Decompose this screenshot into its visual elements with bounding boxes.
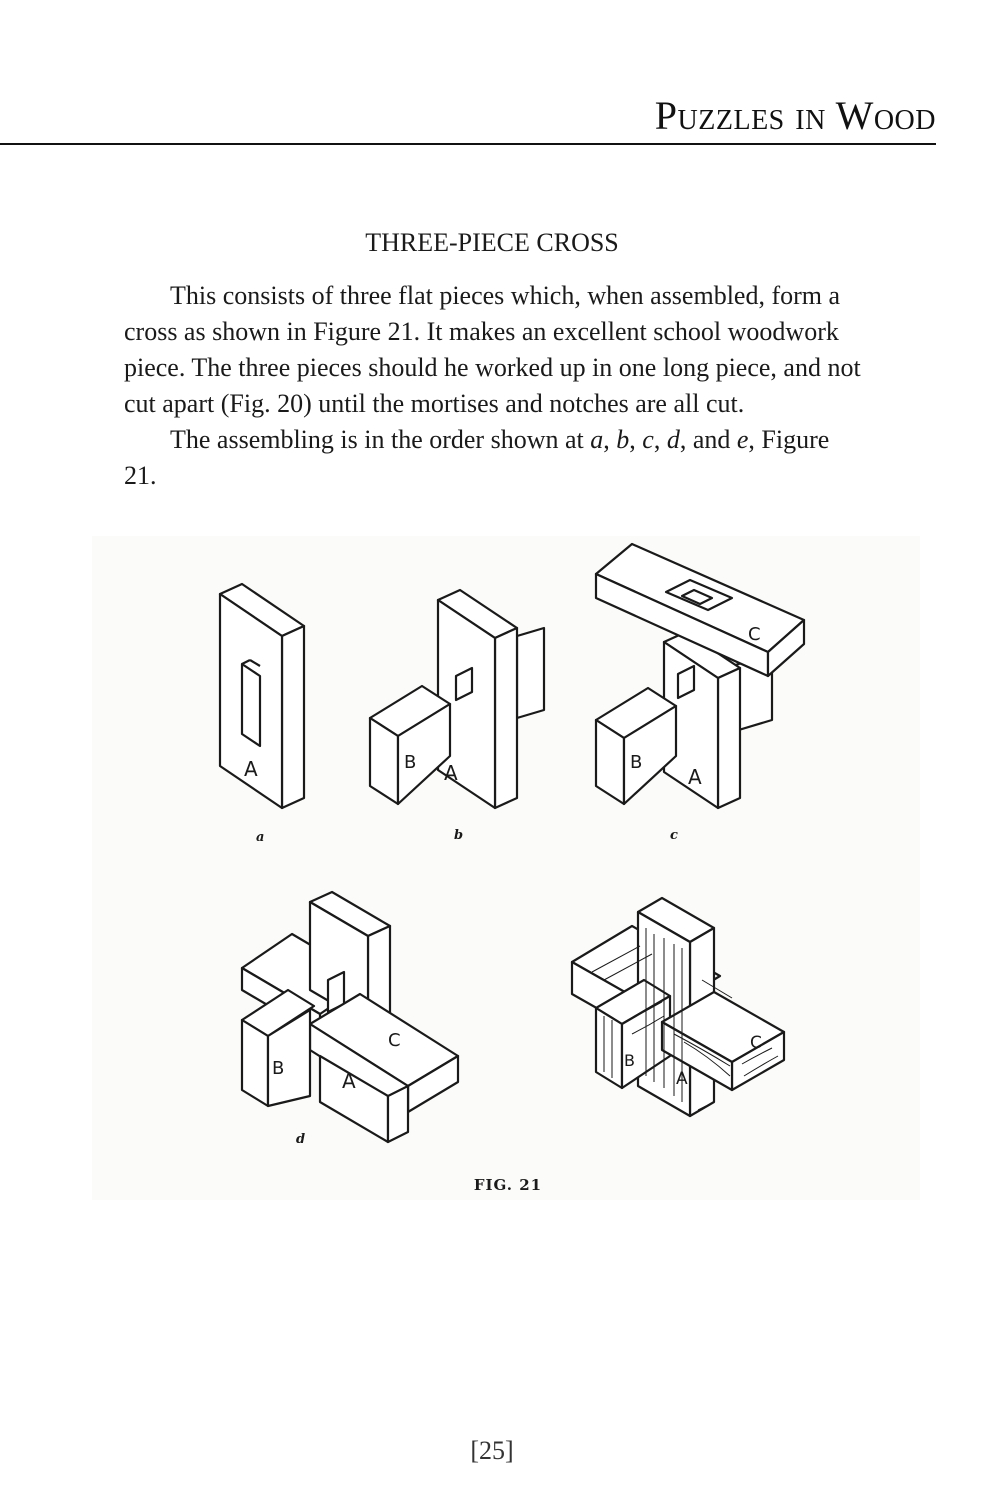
piece-a-letter: A [688, 765, 702, 789]
piece-a-letter: A [244, 757, 258, 781]
piece-b-letter: B [624, 1051, 635, 1070]
piece-c-letter: C [388, 1030, 401, 1051]
piece-b-letter: B [404, 752, 417, 773]
piece-b-letter: B [630, 752, 643, 773]
paragraph-2-ref-c: c [642, 425, 654, 454]
piece-a-side-face [495, 628, 517, 808]
running-head-title: Puzzles in Wood [654, 93, 936, 138]
piece-b-end-face [242, 1020, 268, 1106]
piece-b-back-end [517, 628, 544, 718]
figure-21 [92, 536, 920, 1200]
page-number: [25] [470, 1436, 514, 1465]
subfigure-d-drawing [242, 892, 458, 1142]
piece-a-letter: A [444, 761, 458, 785]
subfigure-b-drawing [370, 590, 544, 808]
subfigure-b-label: b [454, 828, 464, 843]
piece-c-letter: C [748, 624, 761, 645]
piece-a-side-face [282, 626, 304, 808]
figure-caption: FIG. 21 [473, 1176, 543, 1194]
paragraph-1: This consists of three flat pieces which, when assembled, form a cross as shown in Figure 21. It makes an excellent school woodwork piece. The three pieces should he worked up in one long piece, and not cut apart (Fig. 20) until the mortises and notches are all cut. [124, 281, 861, 418]
subfigure-c-drawing [596, 544, 804, 808]
paragraph-2-sep: , [603, 425, 617, 454]
paragraph-2-sep: , and [679, 425, 737, 454]
subfigure-a-label: a [256, 830, 265, 845]
body-text [124, 278, 864, 494]
piece-a-letter: A [676, 1069, 688, 1089]
paragraph-2-lead: The assembling is in the order shown at [170, 425, 591, 454]
paragraph-2-ref-e: e [736, 425, 749, 454]
paragraph-2-ref-a: a [590, 425, 604, 454]
subfigure-e-drawing [572, 898, 784, 1116]
subfigure-d-label: d [296, 1132, 306, 1147]
piece-b-letter: B [272, 1058, 285, 1079]
paragraph-2-tail: , Figure 21. [124, 425, 830, 490]
piece-a-letter: A [342, 1069, 356, 1093]
paragraph-2-sep: , [629, 425, 643, 454]
piece-a-lower-side [388, 1086, 408, 1142]
piece-c-letter: C [750, 1033, 762, 1053]
paragraph-2 [124, 422, 864, 494]
paragraph-2-sep: , [653, 425, 667, 454]
section-title: THREE-PIECE CROSS [365, 228, 619, 257]
figure-21-drawing [92, 536, 920, 1200]
subfigure-c-label: c [670, 828, 678, 843]
paragraph-2-ref-d: d [666, 425, 680, 454]
paragraph-2-ref-b: b [616, 425, 630, 454]
piece-a-mortise [242, 664, 260, 746]
header-rule [0, 143, 936, 145]
subfigure-a-drawing [220, 584, 304, 808]
piece-a-side-face [718, 668, 740, 808]
